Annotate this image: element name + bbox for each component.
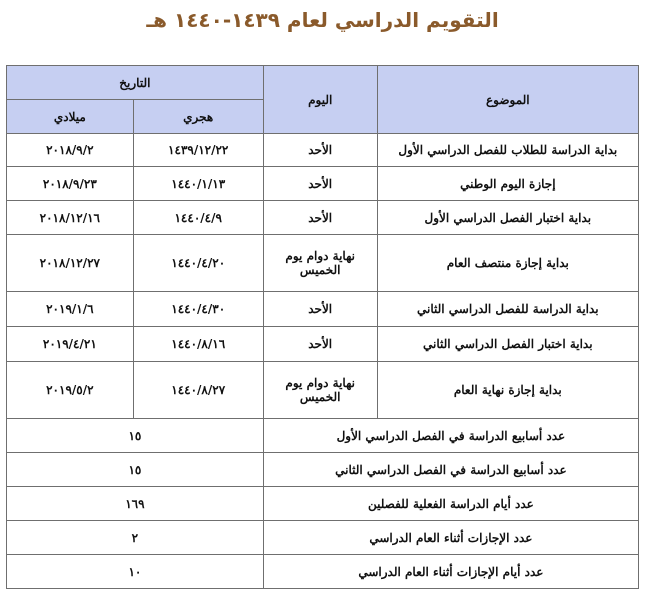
row-hijri-date: ١٤٤٠/٤/٢٠ (133, 235, 263, 292)
summary-label: عدد أيام الدراسة الفعلية للفصلين (263, 487, 638, 521)
summary-row (7, 419, 639, 453)
summary-row (7, 487, 639, 521)
summary-row (7, 453, 639, 487)
summary-label: عدد الإجازات أثناء العام الدراسي (263, 521, 638, 555)
header-date: التاريخ (7, 66, 264, 100)
row-gregorian-date: ٢٠١٩/٥/٢ (7, 362, 134, 419)
row-subject: بداية اختبار الفصل الدراسي الأول (377, 201, 638, 235)
row-gregorian-date: ٢٠١٨/٩/٢٣ (7, 167, 134, 201)
row-hijri-date: ١٤٤٠/٤/٩ (133, 201, 263, 235)
summary-row (7, 555, 639, 589)
row-subject: بداية اختبار الفصل الدراسي الثاني (377, 327, 638, 362)
header-day: اليوم (263, 66, 377, 134)
header-subject: الموضوع (377, 66, 638, 134)
page-title: التقويم الدراسي لعام ١٤٣٩-١٤٤٠ هـ (146, 8, 499, 32)
table-row (7, 292, 639, 327)
summary-value: ١٥ (7, 419, 264, 453)
summary-value: ١٥ (7, 453, 264, 487)
row-gregorian-date: ٢٠١٨/٩/٢ (7, 134, 134, 167)
row-subject: بداية إجازة نهاية العام (377, 362, 638, 419)
row-subject: بداية الدراسة للفصل الدراسي الثاني (377, 292, 638, 327)
row-hijri-date: ١٤٤٠/٨/٢٧ (133, 362, 263, 419)
row-day: الأحد (263, 134, 377, 167)
row-subject: بداية إجازة منتصف العام (377, 235, 638, 292)
calendar-table (6, 65, 639, 589)
summary-label: عدد أسابيع الدراسة في الفصل الدراسي الثاني (263, 453, 638, 487)
table-row (7, 167, 639, 201)
row-hijri-date: ١٤٤٠/١/١٣ (133, 167, 263, 201)
summary-value: ١٠ (7, 555, 264, 589)
row-hijri-date: ١٤٣٩/١٢/٢٢ (133, 134, 263, 167)
table-row (7, 201, 639, 235)
row-day: الأحد (263, 327, 377, 362)
table-row (7, 327, 639, 362)
row-day: الأحد (263, 167, 377, 201)
row-day: الأحد (263, 201, 377, 235)
summary-label: عدد أسابيع الدراسة في الفصل الدراسي الأول (263, 419, 638, 453)
row-gregorian-date: ٢٠١٨/١٢/٢٧ (7, 235, 134, 292)
table-row (7, 235, 639, 292)
header-hijri: هجري (133, 100, 263, 134)
table-row (7, 134, 639, 167)
row-gregorian-date: ٢٠١٩/١/٦ (7, 292, 134, 327)
row-subject: إجازة اليوم الوطني (377, 167, 638, 201)
table-row (7, 362, 639, 419)
row-day: الأحد (263, 292, 377, 327)
summary-value: ١٦٩ (7, 487, 264, 521)
row-gregorian-date: ٢٠١٨/١٢/١٦ (7, 201, 134, 235)
row-subject: بداية الدراسة للطلاب للفصل الدراسي الأول (377, 134, 638, 167)
row-hijri-date: ١٤٤٠/٤/٣٠ (133, 292, 263, 327)
header-gregorian: ميلادي (7, 100, 134, 134)
summary-label: عدد أيام الإجازات أثناء العام الدراسي (263, 555, 638, 589)
summary-row (7, 521, 639, 555)
row-day: نهاية دوام يوم الخميس (263, 235, 377, 292)
row-gregorian-date: ٢٠١٩/٤/٢١ (7, 327, 134, 362)
row-hijri-date: ١٤٤٠/٨/١٦ (133, 327, 263, 362)
row-day: نهاية دوام يوم الخميس (263, 362, 377, 419)
summary-value: ٢ (7, 521, 264, 555)
